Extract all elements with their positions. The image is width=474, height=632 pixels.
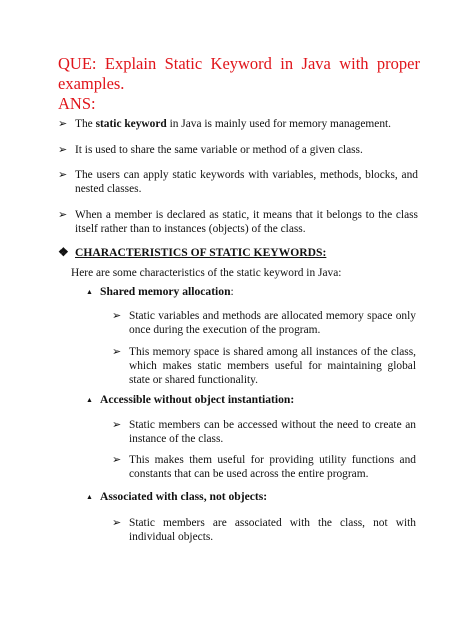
bold-term: static keyword [95,118,167,130]
arrow-bullet-icon: ➢ [112,310,122,322]
arrow-bullet-icon: ➢ [112,346,122,358]
subsection-title-text: Associated with class, not objects: [100,490,268,503]
bullet-text: The static keyword in Java is mainly used for memory management. [75,118,392,130]
arrow-bullet-icon: ➢ [58,144,68,156]
document-page: QUE: Explain Static Keyword in Java with proper examples. ANS: ➢ The static keyword in Java is mainly used for memory management. ➢ It is used to share the same variable or method of a given class. ➢ The users can apply static keywords with variables, methods, blocks, and nested classes. ➢ When a member is declared as static, it means that it belongs to the class itself rather than to instances (objects) of the class. ❖ CHARACTERISTICS OF STATIC KEYWORDS: Here are some characteristics of the static keyword in Java: ▲ Shared memory allocation: ➢ Static variables and methods are allocated memory space only once during the execution of the program. ➢ This memory space is shared among all instances of the class, which makes static members useful for maintaining global state or shared functionality. ▲ Accessible without object instantiation: ➢ Static members can be accessed without the need to create an instance of the class. ➢ This makes them useful for providing utility functions and constants that can be used across the entire program. ▲ Associated with class, not objects: ➢ Static members are associated with the class, not with individual objects. [58,54,420,544]
arrow-bullet-icon: ➢ [112,454,122,466]
bullet-text: It is used to share the same variable or method of a given class. [75,144,363,156]
arrow-bullet-icon: ➢ [58,118,68,130]
sub-bullet-text: This makes them useful for providing utility functions and constants that can be used across the entire program. [129,454,416,481]
section-heading-text: CHARACTERISTICS OF STATIC KEYWORDS: [75,246,327,259]
sub-bullet-text: This memory space is shared among all instances of the class, which makes static members useful for maintaining global state or shared functionality. [129,346,416,387]
triangle-bullet-icon: ▲ [86,493,93,501]
sub-bullet-text: Static members are associated with the class, not with individual objects. [129,517,416,544]
arrow-bullet-icon: ➢ [112,419,122,431]
arrow-bullet-icon: ➢ [58,209,68,221]
arrow-bullet-icon: ➢ [58,169,68,181]
sub-bullet-text: Static members can be accessed without the need to create an instance of the class. [129,419,416,446]
bullet-text: The users can apply static keywords with variables, methods, blocks, and nested classes. [75,169,418,196]
intro-text: Here are some characteristics of the static keyword in Java: [71,267,342,279]
question-heading: QUE: Explain Static Keyword in Java with proper examples. [58,54,420,93]
answer-label: ANS: [58,94,96,113]
triangle-bullet-icon: ▲ [86,288,93,296]
arrow-bullet-icon: ➢ [112,517,122,529]
triangle-bullet-icon: ▲ [86,396,93,404]
diamond-bullet-icon: ❖ [58,245,69,259]
sub-bullet-text: Static variables and methods are allocated memory space only once during the execution of the program. [129,310,416,337]
subsection-title-text: Accessible without object instantiation: [100,393,295,406]
bullet-text: When a member is declared as static, it means that it belongs to the class itself rather than to instances (objects) of the class. [75,209,418,236]
subsection-title-text: Shared memory allocation [100,285,231,298]
